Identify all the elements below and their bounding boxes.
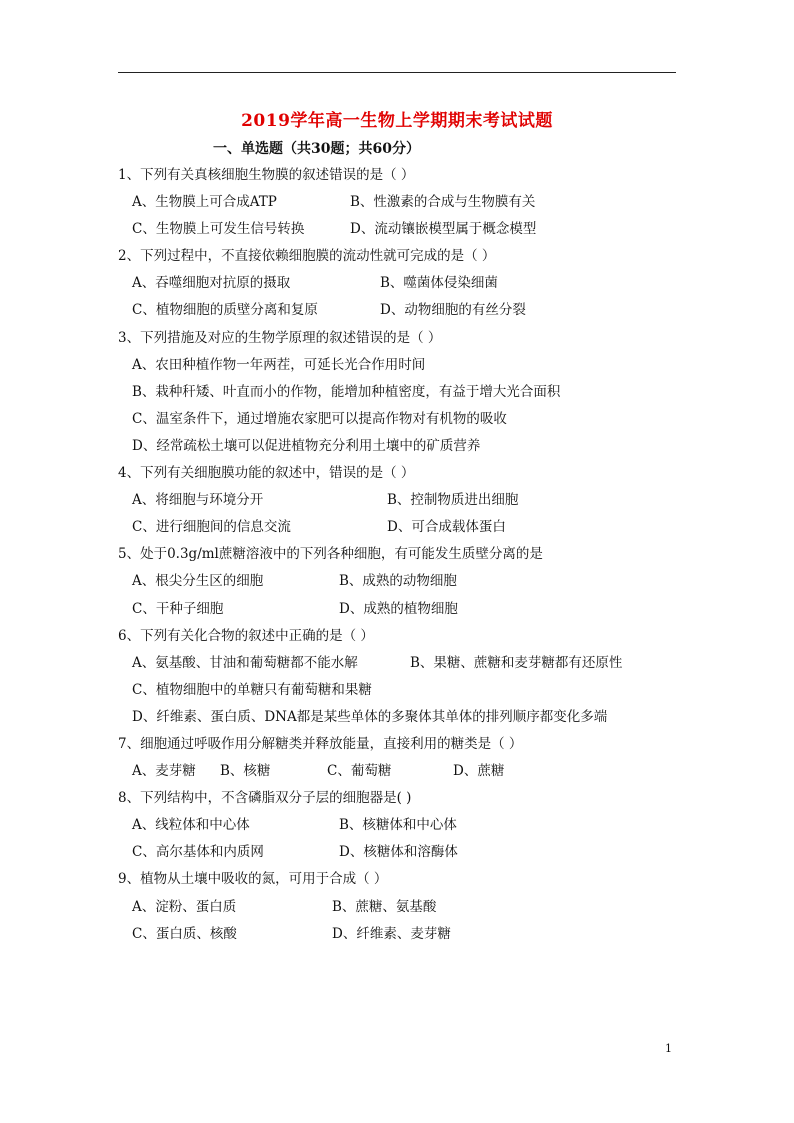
option-c: C、温室条件下，通过增施农家肥可以提高作物对有机物的吸收 <box>132 410 507 427</box>
option-c: C、蛋白质、核酸 <box>132 925 237 942</box>
option-b: B、核糖体和中心体 <box>339 817 457 834</box>
option-row <box>118 568 688 595</box>
option-row <box>118 514 688 541</box>
section-heading: 一、单选题（共30题；共60分） <box>213 141 420 157</box>
option-b: B、栽种秆矮、叶直而小的作物，能增加种植密度，有益于增大光合面积 <box>132 383 561 400</box>
question-list <box>118 162 688 948</box>
option-row <box>118 270 688 297</box>
option-c: C、植物细胞的质壁分离和复原 <box>132 302 318 319</box>
option-c: C、葡萄糖 <box>327 763 392 780</box>
question-stem: 4、下列有关细胞膜功能的叙述中，错误的是（ ） <box>118 465 415 482</box>
option-b: B、噬菌体侵染细菌 <box>380 275 498 292</box>
option-d: D、蔗糖 <box>453 763 505 780</box>
option-b: B、核糖 <box>220 763 271 780</box>
option-row <box>118 216 688 243</box>
option-d: D、可合成载体蛋白 <box>387 519 506 536</box>
option-a: A、线粒体和中心体 <box>132 817 250 834</box>
option-b: B、控制物质进出细胞 <box>387 492 519 509</box>
option-a: A、吞噬细胞对抗原的摄取 <box>132 275 291 292</box>
option-d: D、成熟的植物细胞 <box>339 600 458 617</box>
option-b: B、果糖、蔗糖和麦芽糖都有还原性 <box>410 654 623 671</box>
option-c: C、植物细胞中的单糖只有葡萄糖和果糖 <box>132 681 372 698</box>
option-row <box>118 596 688 623</box>
page-number: 1 <box>665 1042 672 1055</box>
option-row <box>118 189 688 216</box>
option-b: B、性激素的合成与生物膜有关 <box>350 194 536 211</box>
option-d: D、动物细胞的有丝分裂 <box>380 302 526 319</box>
question-stem: 8、下列结构中，不含磷脂双分子层的细胞器是( ) <box>118 790 412 807</box>
option-a: A、麦芽糖 <box>132 763 196 780</box>
option-c: C、进行细胞间的信息交流 <box>132 519 291 536</box>
question-stem: 1、下列有关真核细胞生物膜的叙述错误的是（ ） <box>118 167 415 183</box>
option-c: C、生物膜上可发生信号转换 <box>132 221 305 238</box>
question-stem: 6、下列有关化合物的叙述中正确的是（ ） <box>118 627 374 644</box>
option-row <box>118 839 688 866</box>
option-row <box>118 894 688 921</box>
question-stem: 7、细胞通过呼吸作用分解糖类并释放能量，直接利用的糖类是（ ） <box>118 735 523 752</box>
header-rule <box>118 72 676 73</box>
option-row <box>118 921 688 948</box>
option-row <box>118 650 688 677</box>
question-stem: 3、下列措施及对应的生物学原理的叙述错误的是（ ） <box>118 329 442 346</box>
option-a: A、将细胞与环境分开 <box>132 492 264 509</box>
page-title: 2019学年高一生物上学期期末考试试题 <box>241 111 553 131</box>
option-row <box>118 487 688 514</box>
option-d: D、纤维素、蛋白质、DNA都是某些单体的多聚体其单体的排列顺序都变化多端 <box>132 708 608 725</box>
option-c: C、高尔基体和内质网 <box>132 844 264 861</box>
option-a: A、氨基酸、甘油和葡萄糖都不能水解 <box>132 654 358 671</box>
option-a: A、农田种植作物一年两茬，可延长光合作用时间 <box>132 356 426 373</box>
option-d: D、流动镶嵌模型属于概念模型 <box>350 221 537 238</box>
option-row <box>118 758 688 785</box>
question-stem: 2、下列过程中，不直接依赖细胞膜的流动性就可完成的是（ ） <box>118 248 496 265</box>
option-row <box>118 297 688 324</box>
option-b: B、蔗糖、氨基酸 <box>332 898 437 915</box>
option-a: A、根尖分生区的细胞 <box>132 573 264 590</box>
question-stem: 9、植物从土壤中吸收的氮，可用于合成（ ） <box>118 871 388 888</box>
option-row <box>118 812 688 839</box>
option-a: A、淀粉、蛋白质 <box>132 898 237 915</box>
option-a: A、生物膜上可合成ATP <box>132 194 277 211</box>
option-d: D、经常疏松土壤可以促进植物充分利用土壤中的矿质营养 <box>132 437 481 454</box>
option-b: B、成熟的动物细胞 <box>339 573 457 590</box>
option-d: D、核糖体和溶酶体 <box>339 844 458 861</box>
option-d: D、纤维素、麦芽糖 <box>332 925 451 942</box>
option-c: C、干种子细胞 <box>132 600 224 617</box>
question-stem: 5、处于0.3g/ml蔗糖溶液中的下列各种细胞，有可能发生质壁分离的是 <box>118 546 543 563</box>
